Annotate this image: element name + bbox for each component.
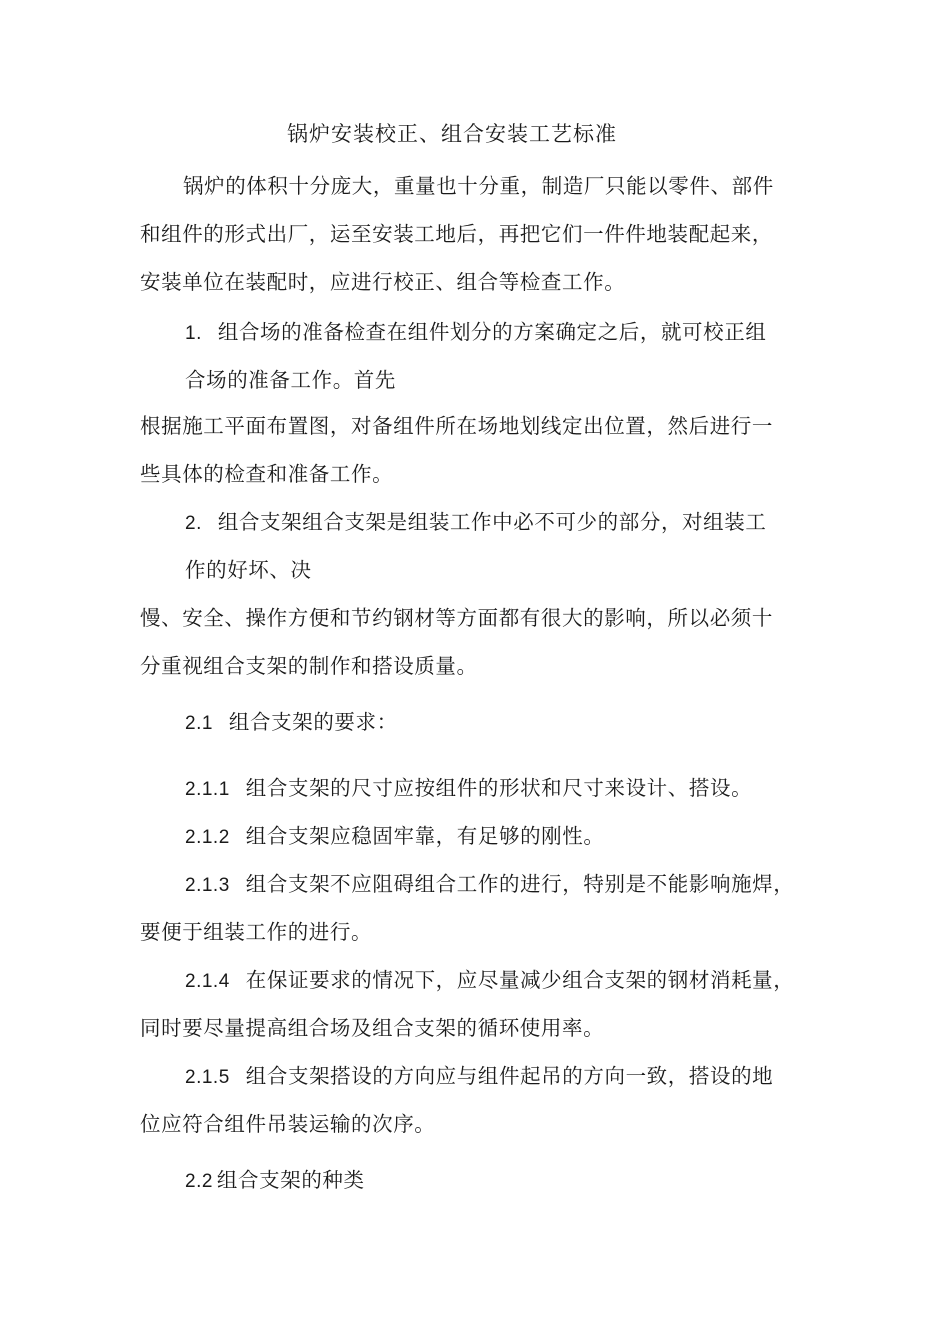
section-1-number: 1.: [185, 323, 202, 344]
section-2-number: 2.: [185, 513, 202, 534]
section-1-line-1: 组合场的准备检查在组件划分的方案确定之后，就可校正组: [217, 320, 767, 344]
document-title: 锅炉安装校正、组合安装工艺标准: [287, 122, 617, 146]
section-2-1-text: 组合支架的要求：: [228, 710, 398, 734]
section-2-1-3-line-1: 组合支架不应阻碍组合工作的进行，特别是不能影响施焊，: [245, 872, 795, 896]
section-2-line-1: 组合支架组合支架是组装工作中必不可少的部分，对组装工: [217, 510, 767, 534]
section-2-1-1: [185, 774, 752, 804]
section-2-1-5: [185, 1062, 773, 1092]
section-1-heading: [185, 318, 766, 348]
section-2-1-5-line-2: 位应符合组件吊装运输的次序。: [140, 1112, 436, 1136]
section-2-1-4-line-2: 同时要尽量提高组合场及组合支架的循环使用率。: [140, 1016, 605, 1040]
intro-line-2: 和组件的形式出厂，运至安装工地后，再把它们一件件地装配起来，: [140, 222, 773, 246]
section-1-line-2: 合场的准备工作。首先: [185, 368, 396, 392]
section-2-1-4-number: 2.1.4: [185, 971, 230, 992]
section-2-line-4: 分重视组合支架的制作和搭设质量。: [140, 654, 478, 678]
section-2-1-heading: [185, 708, 398, 738]
section-2-1-4: [185, 966, 794, 996]
section-2-1-3: [185, 870, 794, 900]
intro-line-1: 锅炉的体积十分庞大，重量也十分重，制造厂只能以零件、部件: [183, 174, 774, 198]
section-2-2-heading: [185, 1166, 365, 1196]
section-2-1-2-text: 组合支架应稳固牢靠，有足够的刚性。: [245, 824, 605, 848]
section-1-line-3: 根据施工平面布置图，对备组件所在场地划线定出位置，然后进行一: [140, 414, 773, 438]
section-2-heading: [185, 508, 766, 538]
section-2-1-2: [185, 822, 604, 852]
intro-line-3: 安装单位在装配时，应进行校正、组合等检查工作。: [140, 270, 626, 294]
section-2-1-1-number: 2.1.1: [185, 779, 230, 800]
section-1-line-4: 些具体的检查和准备工作。: [140, 462, 394, 486]
section-2-line-3: 慢、安全、操作方便和节约钢材等方面都有很大的影响，所以必须十: [140, 606, 773, 630]
section-2-2-text: 组合支架的种类: [216, 1168, 365, 1192]
section-2-1-4-line-1: 在保证要求的情况下，应尽量减少组合支架的钢材消耗量，: [245, 968, 795, 992]
section-2-2-number: 2.2: [185, 1171, 213, 1192]
section-2-1-5-line-1: 组合支架搭设的方向应与组件起吊的方向一致，搭设的地: [245, 1064, 774, 1088]
section-2-line-2: 作的好坏、决: [185, 558, 312, 582]
section-2-1-5-number: 2.1.5: [185, 1067, 230, 1088]
section-2-1-number: 2.1: [185, 713, 213, 734]
section-2-1-2-number: 2.1.2: [185, 827, 230, 848]
section-2-1-3-line-2: 要便于组装工作的进行。: [140, 920, 373, 944]
section-2-1-3-number: 2.1.3: [185, 875, 230, 896]
section-2-1-1-text: 组合支架的尺寸应按组件的形状和尺寸来设计、搭设。: [245, 776, 753, 800]
